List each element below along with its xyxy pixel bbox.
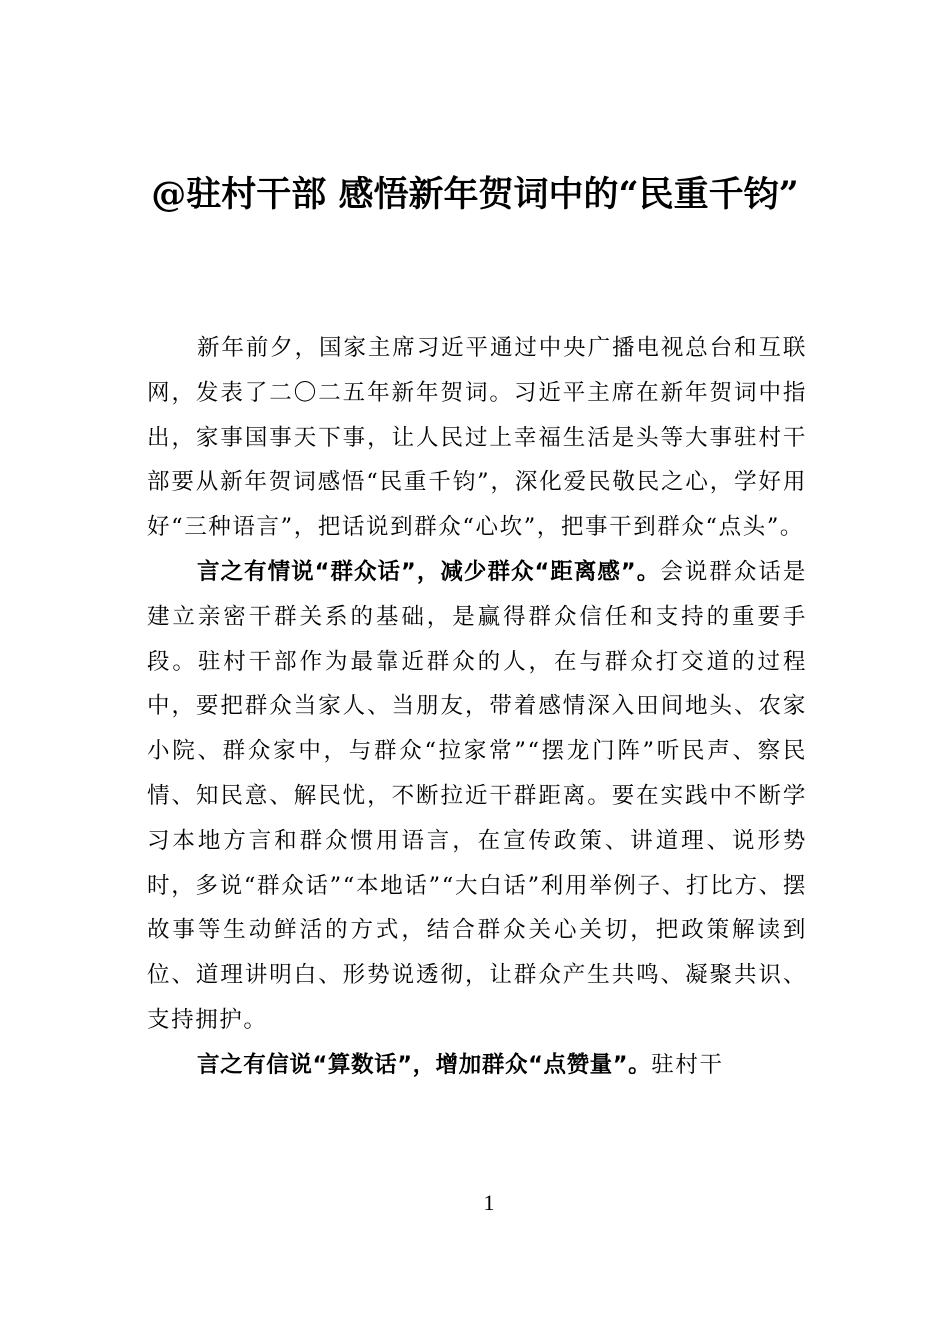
- paragraph-text: 驻村干: [651, 1051, 724, 1078]
- paragraph-heading: 言之有情说“群众话”，减少群众“距离感”。: [197, 558, 661, 585]
- document-body: [147, 326, 807, 1088]
- paragraph-mass-language: [147, 550, 807, 1043]
- paragraph-text: 会说群众话是建立亲密干群关系的基础，是赢得群众信任和支持的重要手段。驻村干部作为最靠近群众的人，在与群众打交道的过程中，要把群众当家人、当朋友，带着感情深入田间地头、农家小院、群众家中，与群众“拉家常”“摆龙门阵”听民声、察民情、知民意、解民忧，不断拉近干群距离。要在实践中不断学习本地方言和群众惯用语言，在宣传政策、讲道理、说形势时，多说“群众话”“本地话”“大白话”利用举例子、打比方、摆故事等生动鲜活的方式，结合群众关心关切，把政策解读到位、道理讲明白、形势说透彻，让群众产生共鸣、凝聚共识、支持拥护。: [147, 558, 807, 1033]
- page-number: 1: [483, 1190, 495, 1215]
- paragraph-text: 新年前夕，国家主席习近平通过中央广播电视总台和互联网，发表了二〇二五年新年贺词。习近平主席在新年贺词中指出，家事国事天下事，让人民过上幸福生活是头等大事驻村干部要从新年贺词感悟“民重千钧”，深化爱民敬民之心，学好用好“三种语言”，把话说到群众“心坎”，把事干到群众“点头”。: [147, 335, 807, 541]
- paragraph-intro: [147, 326, 807, 550]
- paragraph-heading: 言之有信说“算数话”，增加群众“点赞量”。: [197, 1051, 652, 1078]
- paragraph-credible-language: [147, 1043, 807, 1088]
- document-title: @驻村干部 感悟新年贺词中的“民重千钧”: [151, 174, 799, 215]
